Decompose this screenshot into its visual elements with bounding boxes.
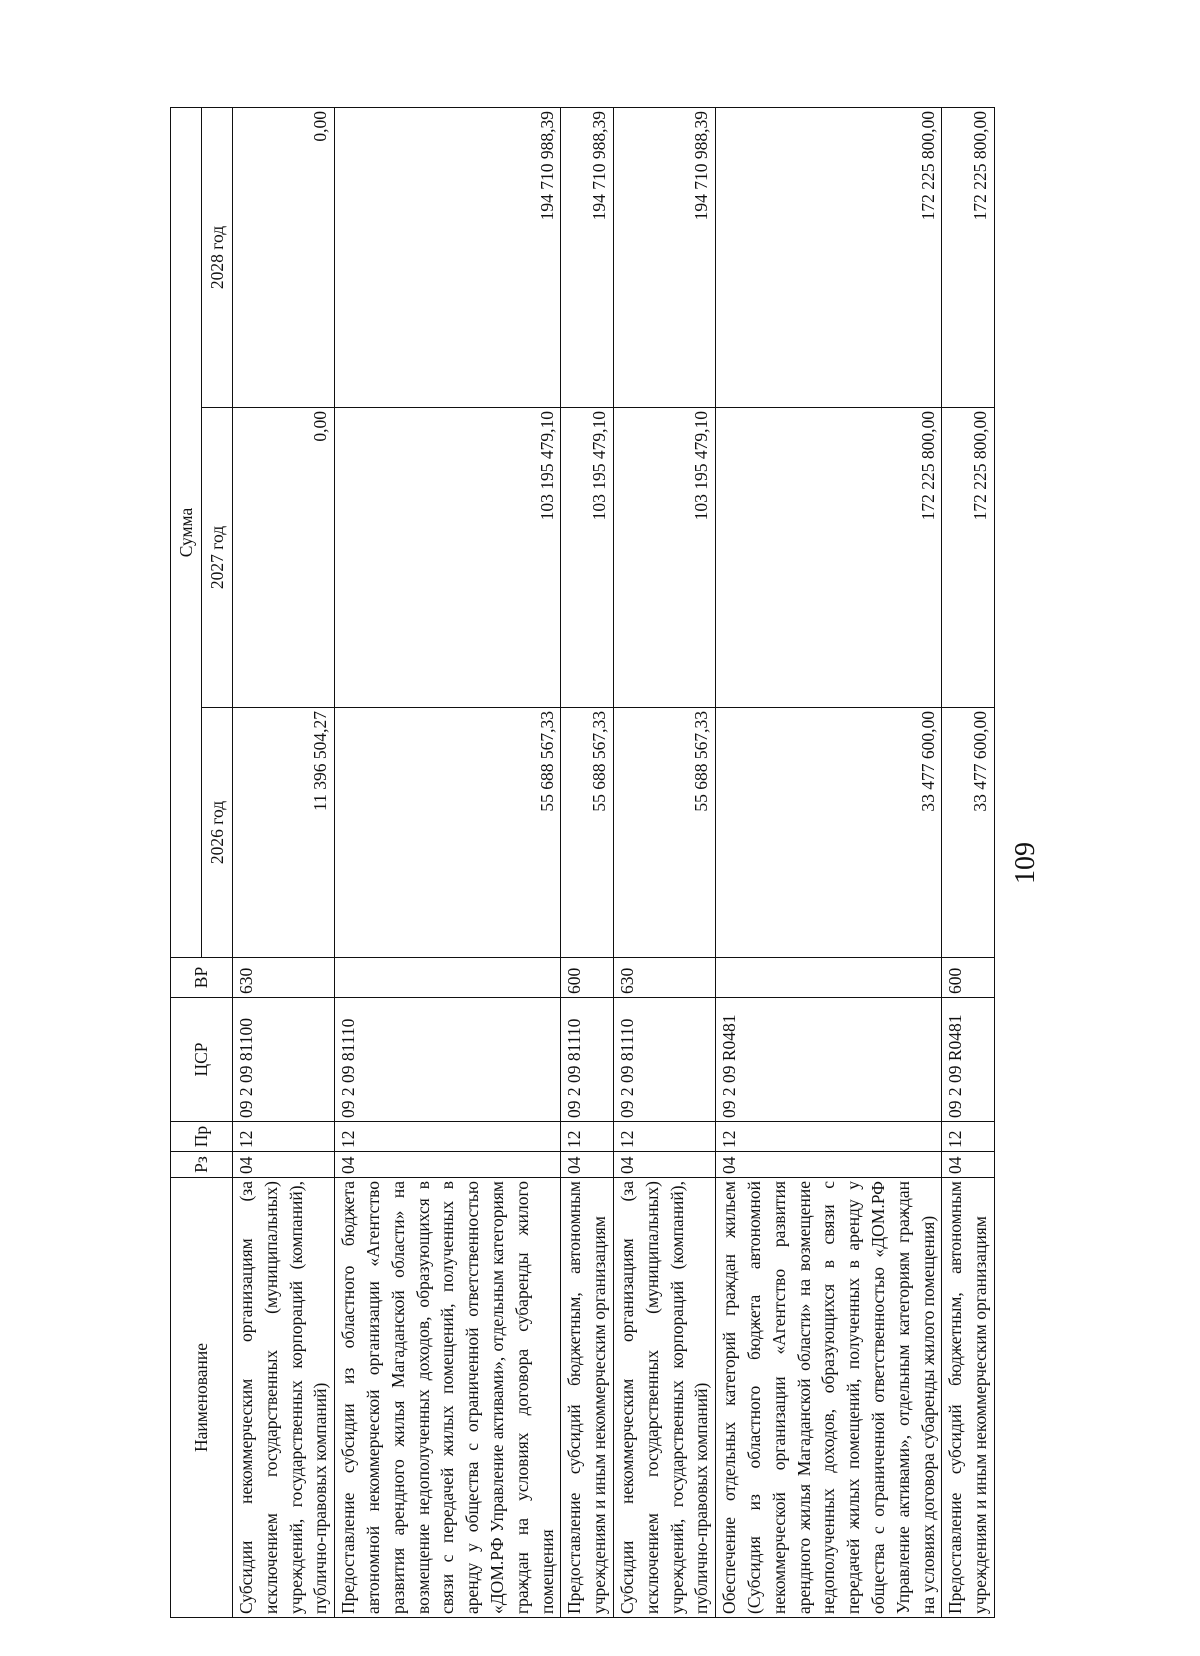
row-vr bbox=[716, 958, 942, 998]
row-2026: 33 477 600,00 bbox=[942, 708, 995, 958]
row-pr: 12 bbox=[942, 1122, 995, 1152]
row-vr: 600 bbox=[942, 958, 995, 998]
row-csr: 09 2 09 81110 bbox=[335, 998, 561, 1122]
row-vr: 600 bbox=[561, 958, 614, 998]
row-pr: 12 bbox=[335, 1122, 561, 1152]
row-csr: 09 2 09 81110 bbox=[613, 998, 715, 1122]
row-2028: 172 225 800,00 bbox=[942, 108, 995, 408]
row-2026: 55 688 567,33 bbox=[613, 708, 715, 958]
header-year-2028: 2028 год bbox=[202, 108, 233, 408]
row-2027: 172 225 800,00 bbox=[942, 408, 995, 708]
header-pr: Пр bbox=[171, 1122, 233, 1152]
row-2027: 103 195 479,10 bbox=[561, 408, 614, 708]
row-pr: 12 bbox=[233, 1122, 335, 1152]
row-rz: 04 bbox=[716, 1152, 942, 1178]
header-year-2027: 2027 год bbox=[202, 408, 233, 708]
row-name: Субсидии некоммерческим организациям (за исключением государственных (муниципальных) учреждений, государственных корпораций (компаний), публично-правовых компаний) bbox=[613, 1178, 715, 1618]
rotated-page bbox=[170, 108, 1190, 1618]
row-name: Предоставление субсидий бюджетным, автономным учреждениям и иным некоммерческим организациям bbox=[942, 1178, 995, 1618]
row-2026: 11 396 504,27 bbox=[233, 708, 335, 958]
row-rz: 04 bbox=[233, 1152, 335, 1178]
page-number: 109 bbox=[1010, 842, 1041, 884]
row-2027: 172 225 800,00 bbox=[716, 408, 942, 708]
row-rz: 04 bbox=[613, 1152, 715, 1178]
row-2027: 103 195 479,10 bbox=[335, 408, 561, 708]
row-name: Субсидии некоммерческим организациям (за исключением государственных (муниципальных) учреждений, государственных корпораций (компаний), публично-правовых компаний) bbox=[233, 1178, 335, 1618]
row-csr: 09 2 09 81110 bbox=[561, 998, 614, 1122]
row-rz: 04 bbox=[335, 1152, 561, 1178]
row-csr: 09 2 09 R0481 bbox=[942, 998, 995, 1122]
row-rz: 04 bbox=[561, 1152, 614, 1178]
row-2026: 55 688 567,33 bbox=[561, 708, 614, 958]
table-row bbox=[233, 108, 335, 1618]
row-pr: 12 bbox=[561, 1122, 614, 1152]
row-pr: 12 bbox=[716, 1122, 942, 1152]
table-row bbox=[942, 108, 995, 1618]
row-csr: 09 2 09 81100 bbox=[233, 998, 335, 1122]
row-pr: 12 bbox=[613, 1122, 715, 1152]
table-row bbox=[561, 108, 614, 1618]
row-2028: 194 710 988,39 bbox=[561, 108, 614, 408]
row-name: Предоставление субсидии из областного бюджета автономной некоммерческой организации «Агентство развития арендного жилья Магаданской области» на возмещение недополученных доходов, образующихся в связи с передачей жилых помещений, полученных в аренду у общества с ограниченной ответственностью «ДОМ.РФ Управление активами», отдельным категориям граждан на условиях договора субаренды жилого помещения bbox=[335, 1178, 561, 1618]
row-2028: 194 710 988,39 bbox=[613, 108, 715, 408]
header-sum: Сумма bbox=[171, 108, 202, 958]
row-2028: 0,00 bbox=[233, 108, 335, 408]
budget-table bbox=[170, 107, 995, 1618]
header-year-2026: 2026 год bbox=[202, 708, 233, 958]
row-rz: 04 bbox=[942, 1152, 995, 1178]
row-2028: 194 710 988,39 bbox=[335, 108, 561, 408]
header-csr: ЦСР bbox=[171, 998, 233, 1122]
row-2027: 103 195 479,10 bbox=[613, 408, 715, 708]
row-2026: 33 477 600,00 bbox=[716, 708, 942, 958]
row-vr: 630 bbox=[613, 958, 715, 998]
header-name: Наименование bbox=[171, 1178, 233, 1618]
row-csr: 09 2 09 R0481 bbox=[716, 998, 942, 1122]
row-name: Предоставление субсидий бюджетным, автономным учреждениям и иным некоммерческим организациям bbox=[561, 1178, 614, 1618]
row-vr bbox=[335, 958, 561, 998]
header-vr: ВР bbox=[171, 958, 233, 998]
row-2028: 172 225 800,00 bbox=[716, 108, 942, 408]
row-2026: 55 688 567,33 bbox=[335, 708, 561, 958]
table-row bbox=[613, 108, 715, 1618]
table-row bbox=[335, 108, 561, 1618]
row-vr: 630 bbox=[233, 958, 335, 998]
header-rz: Рз bbox=[171, 1152, 233, 1178]
row-2027: 0,00 bbox=[233, 408, 335, 708]
row-name: Обеспечение отдельных категорий граждан жильем (Субсидия из областного бюджета автономной некоммерческой организации «Агентство развития арендного жилья Магаданской области» на возмещение недополученных доходов, образующихся в связи с передачей жилых помещений, полученных в аренду у общества с ограниченной ответственностью «ДОМ.РФ Управление активами», отдельным категориям граждан на условиях договора субаренды жилого помещения) bbox=[716, 1178, 942, 1618]
table-row bbox=[716, 108, 942, 1618]
header-row-1 bbox=[171, 108, 202, 1618]
